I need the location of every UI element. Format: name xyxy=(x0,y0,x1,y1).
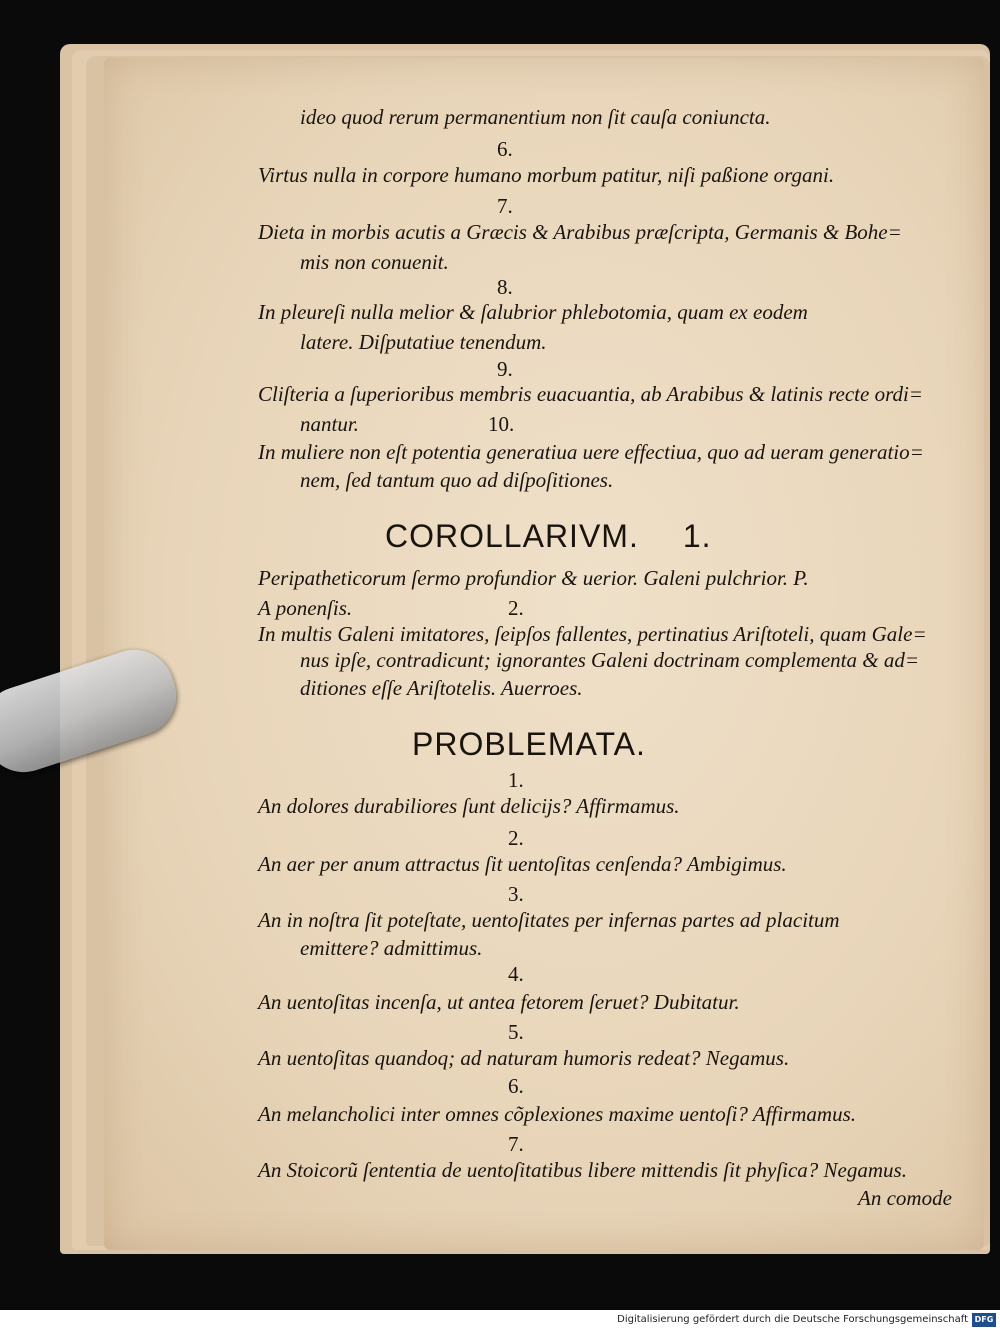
item-number: 6. xyxy=(497,137,513,161)
text-line: In muliere non eſt potentia generatiua uere effectiua, quo ad ueram generatio= xyxy=(258,440,924,464)
text-line: Dieta in morbis acutis a Græcis & Arabibus præſcripta, Germanis & Bohe= xyxy=(258,220,902,244)
text-line: Virtus nulla in corpore humano morbum patitur, niſi paßione organi. xyxy=(258,163,835,187)
text-line: Peripatheticorum ſermo profundior & uerior. Galeni pulchrior. P. xyxy=(258,566,809,590)
problemata-heading: PROBLEMATA. xyxy=(412,726,646,762)
text-line: An uentoſitas quandoq; ad naturam humoris redeat? Negamus. xyxy=(258,1046,790,1070)
text-line: latere. Diſputatiue tenendum. xyxy=(300,330,547,354)
item-number: 1. xyxy=(508,768,524,792)
item-number: 8. xyxy=(497,275,513,299)
text-line: In multis Galeni imitatores, ſeipſos fallentes, pertinatius Ariſtoteli, quam Gale= xyxy=(258,622,927,646)
text-line: An dolores durabiliores ſunt delicijs? Affirmamus. xyxy=(258,794,680,818)
text-line: mis non conuenit. xyxy=(300,250,449,274)
corollarium-heading xyxy=(385,518,712,555)
item-number: 4. xyxy=(508,962,524,986)
digitization-footer xyxy=(0,1310,1000,1330)
item-number: 5. xyxy=(508,1020,524,1044)
item-number: 7. xyxy=(497,194,513,218)
item-number: 6. xyxy=(508,1074,524,1098)
dfg-logo: DFG xyxy=(972,1313,996,1327)
footer-credit: Digitalisierung gefördert durch die Deutsche Forschungsgemeinschaft xyxy=(617,1314,968,1325)
text-line: A ponenſis. xyxy=(258,596,353,620)
text-line: An in noſtra ſit poteſtate, uentoſitates per infernas partes ad placitum xyxy=(258,908,840,932)
item-number: 7. xyxy=(508,1132,524,1156)
item-number: 9. xyxy=(497,357,513,381)
heading-number: 1. xyxy=(682,518,712,554)
text-line: In pleureſi nulla melior & ſalubrior phlebotomia, quam ex eodem xyxy=(258,300,808,324)
heading-text: COROLLARIVM. xyxy=(385,518,639,554)
item-number: 3. xyxy=(508,882,524,906)
item-number: 2. xyxy=(508,596,524,620)
text-line: nus ipſe, contradicunt; ignorantes Galeni doctrinam complementa & ad= xyxy=(300,648,920,672)
item-number: 2. xyxy=(508,826,524,850)
text-line: An Stoicorũ ſententia de uentoſitatibus libere mittendis ſit phyſica? Negamus. xyxy=(258,1158,907,1182)
text-line: ditiones eſſe Ariſtotelis. Auerroes. xyxy=(300,676,583,700)
text-line: nem, ſed tantum quo ad diſpoſitiones. xyxy=(300,468,614,492)
text-line: Cliſteria a ſuperioribus membris euacuantia, ab Arabibus & latinis recte ordi= xyxy=(258,382,923,406)
text-line: emittere? admittimus. xyxy=(300,936,483,960)
text-line: An uentoſitas incenſa, ut antea fetorem ſeruet? Dubitatur. xyxy=(258,990,740,1014)
text-line: An aer per anum attractus ſit uentoſitas cenſenda? Ambigimus. xyxy=(258,852,787,876)
catchword: An comode xyxy=(858,1186,952,1210)
text-line: nantur. xyxy=(300,412,359,436)
text-line: An melancholici inter omnes cõplexiones maxime uentoſi? Affirmamus. xyxy=(258,1102,856,1126)
text-line: ideo quod rerum permanentium non ſit cauſa coniuncta. xyxy=(300,105,771,129)
item-number: 10. xyxy=(488,412,515,436)
